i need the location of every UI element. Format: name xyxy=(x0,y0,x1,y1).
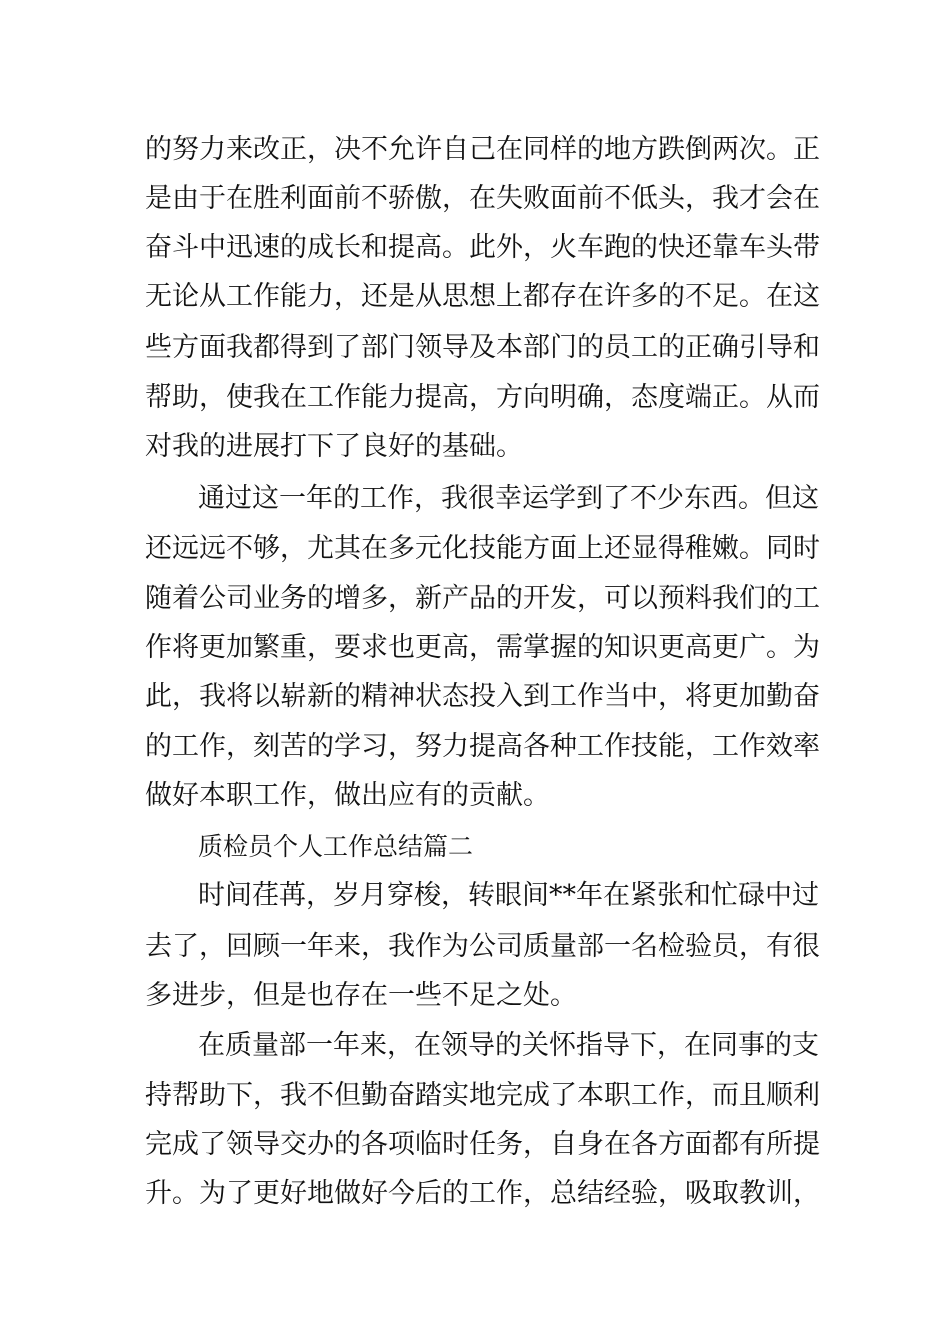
text-line: 去了，回顾一年来，我作为公司质量部一名检验员，有很 xyxy=(145,931,820,962)
text-line: 升。为了更好地做好今后的工作，总结经验，吸取教训， xyxy=(145,1178,820,1209)
text-line: 多进步，但是也存在一些不足之处。 xyxy=(145,980,577,1011)
text-line: 还远远不够，尤其在多元化技能方面上还显得稚嫩。同时 xyxy=(145,533,820,564)
text-line: 作将更加繁重，要求也更高，需掌握的知识更高更广。为 xyxy=(145,632,820,663)
text-line: 些方面我都得到了部门领导及本部门的员工的正确引导和 xyxy=(145,332,820,363)
text-line: 奋斗中迅速的成长和提高。此外，火车跑的快还靠车头带 xyxy=(145,232,820,263)
text-line: 做好本职工作，做出应有的贡献。 xyxy=(145,780,550,811)
text-line: 是由于在胜利面前不骄傲，在失败面前不低头，我才会在 xyxy=(145,183,820,214)
text-line: 通过这一年的工作，我很幸运学到了不少东西。但这 xyxy=(198,483,819,514)
text-line: 帮助，使我在工作能力提高，方向明确，态度端正。从而 xyxy=(145,382,820,413)
text-line: 此，我将以崭新的精神状态投入到工作当中，将更加勤奋 xyxy=(145,681,820,712)
text-line: 持帮助下，我不但勤奋踏实地完成了本职工作，而且顺利 xyxy=(145,1080,820,1111)
text-line: 时间荏苒，岁月穿梭，转眼间**年在紧张和忙碌中过 xyxy=(198,880,819,911)
text-line: 对我的进展打下了良好的基础。 xyxy=(145,431,523,462)
text-line: 的工作，刻苦的学习，努力提高各种工作技能，工作效率 xyxy=(145,731,820,762)
text-line: 在质量部一年来，在领导的关怀指导下，在同事的支 xyxy=(198,1030,819,1061)
text-line: 完成了领导交办的各项临时任务，自身在各方面都有所提 xyxy=(145,1129,820,1160)
section-heading: 质检员个人工作总结篇二 xyxy=(198,832,474,861)
text-line: 随着公司业务的增多，新产品的开发，可以预料我们的工 xyxy=(145,583,820,614)
text-line: 的努力来改正，决不允许自己在同样的地方跌倒两次。正 xyxy=(145,134,820,165)
text-line: 无论从工作能力，还是从思想上都存在许多的不足。在这 xyxy=(145,281,820,312)
